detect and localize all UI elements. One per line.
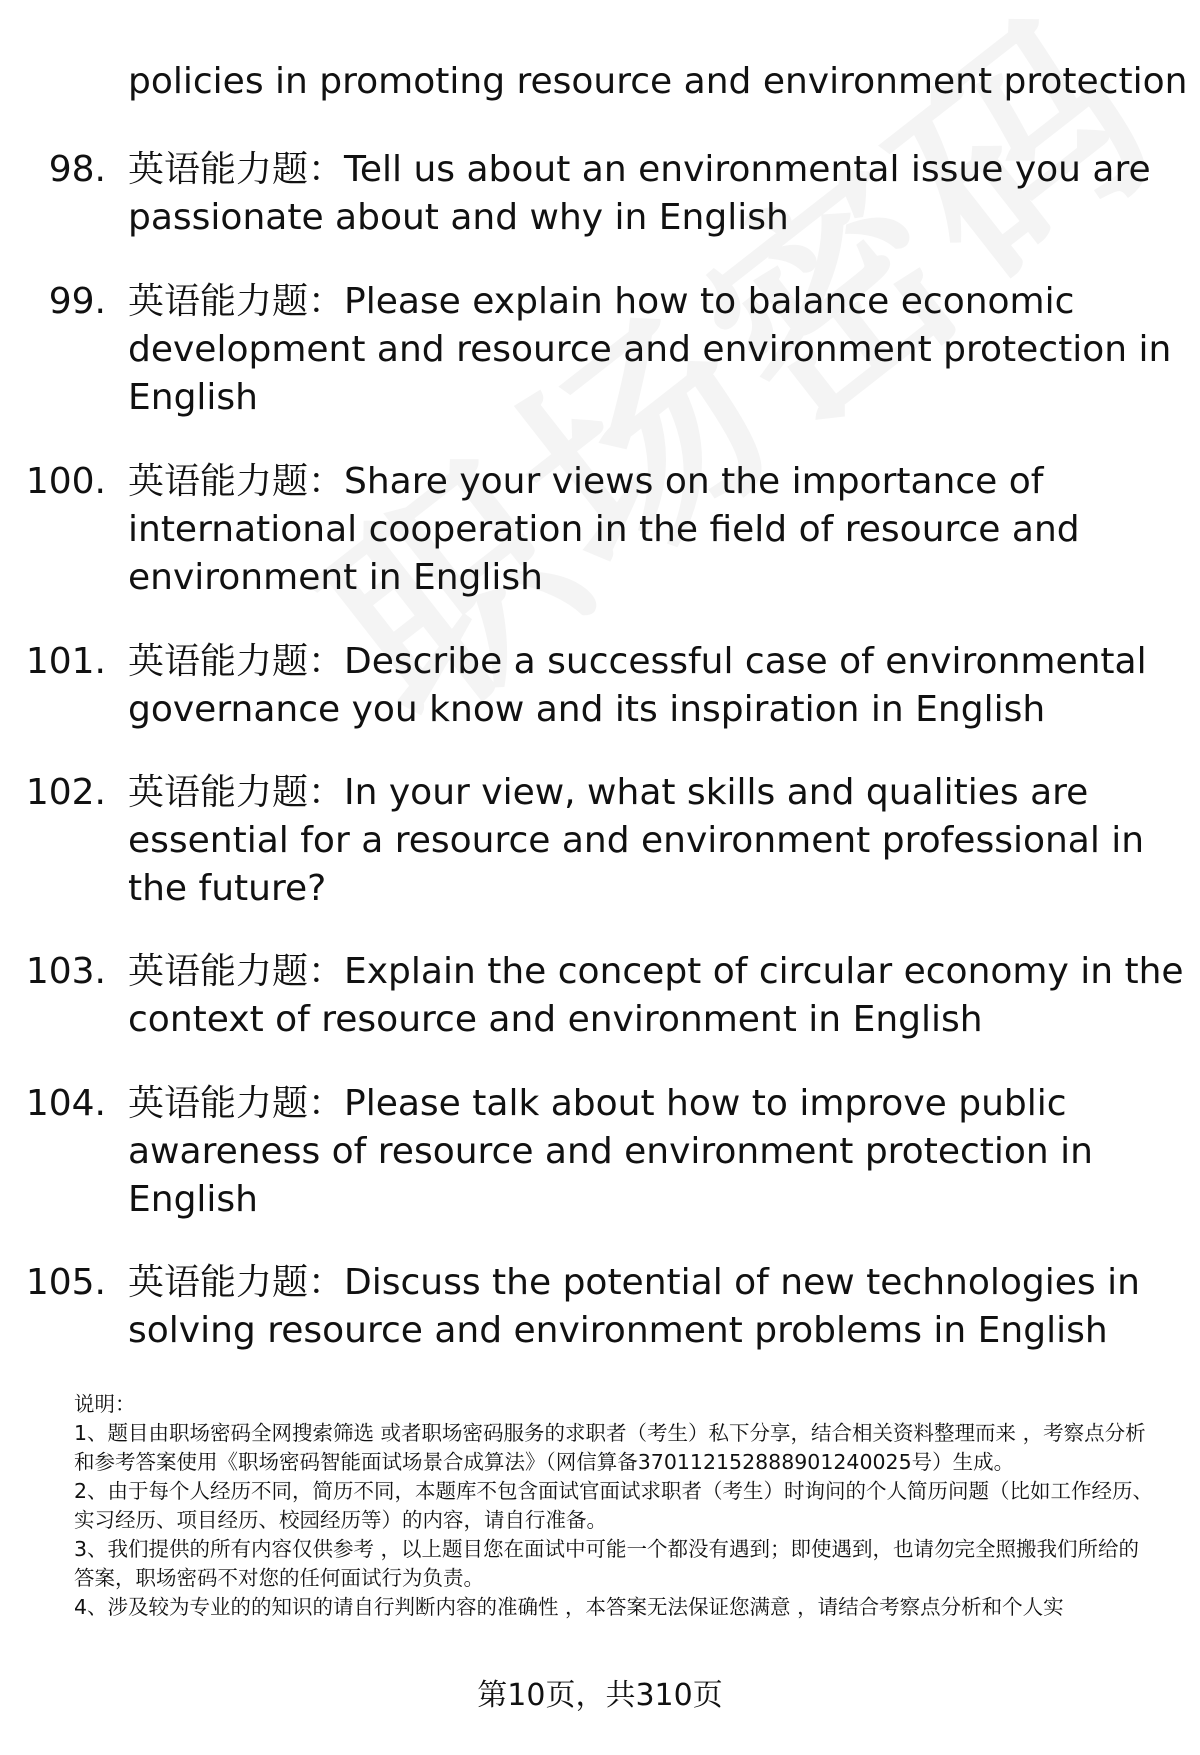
question-text: 英语能力题：Please explain how to balance economic development and resource and environment protection in English bbox=[128, 281, 1172, 418]
continued-question-text: policies in promoting resource and environment protection bbox=[128, 61, 1188, 102]
question-text: 英语能力题：Share your views on the importance of international cooperation in the field of resource and environment in English bbox=[128, 461, 1080, 598]
question-number: 99. bbox=[48, 281, 106, 322]
question-text: 英语能力题：In your view, what skills and qualities are essential for a resource and environment professional in the future? bbox=[128, 772, 1145, 909]
question-number: 101. bbox=[25, 641, 106, 682]
question-text: 英语能力题：Please talk about how to improve public awareness of resource and environment protection in English bbox=[128, 1083, 1093, 1220]
question-number: 105. bbox=[25, 1262, 106, 1303]
question-number: 104. bbox=[25, 1083, 106, 1124]
question-text: 英语能力题：Discuss the potential of new technologies in solving resource and environment problems in English bbox=[128, 1262, 1140, 1351]
note-item: 1、题目由职场密码全网搜索筛选 或者职场密码服务的求职者（考生）私下分享，结合相关资料整理而来 ，考察点分析和参考答案使用《职场密码智能面试场景合成算法》（网信算备37011215288890124​0025号）生成。 bbox=[74, 1421, 1146, 1474]
question-text: 英语能力题：Explain the concept of circular economy in the context of resource and environment in English bbox=[128, 951, 1184, 1040]
question-number: 102. bbox=[25, 772, 106, 813]
page-number: 第10页，共310页 bbox=[477, 1678, 723, 1713]
question-number: 98. bbox=[48, 149, 106, 190]
question-number: 103. bbox=[25, 951, 106, 992]
question-text: 英语能力题：Describe a successful case of environmental governance you know and its inspiration in English bbox=[128, 641, 1147, 730]
question-text: 英语能力题：Tell us about an environmental issue you are passionate about and why in English bbox=[128, 149, 1151, 238]
question-number: 100. bbox=[25, 461, 106, 502]
notes-heading: 说明： bbox=[74, 1392, 136, 1416]
note-item: 3、我们提供的所有内容仅供参考 ，以上题目您在面试中可能一个都没有遇到；即使遇到，也请勿完全照搬我们所给的答案，职场密码不对您的任何面试行为负责。 bbox=[74, 1537, 1140, 1590]
note-item: 2、由于每个人经历不同，简历不同，本题库不包含面试官面试求职者（考生）时询问的个人简历问题（比如工作经历、实习经历、项目经历、校园经历等）的内容，请自行准备。 bbox=[74, 1479, 1154, 1532]
note-item: 4、涉及较为专业的的知识的请自行判断内容的准确性 ，本答案无法保证您满意 ，请结合考察点分析和个人实 bbox=[74, 1595, 1064, 1619]
notes-section bbox=[74, 1390, 1154, 1622]
